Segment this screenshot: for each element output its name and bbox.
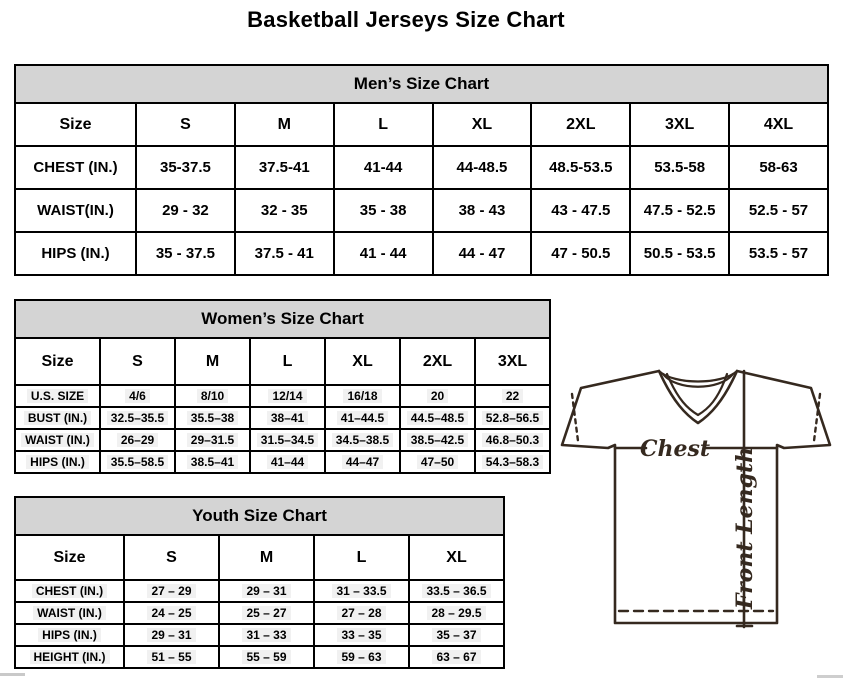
cell-value-text: 32 - 35 xyxy=(260,202,308,219)
cell-value-text: 47–50 xyxy=(417,455,458,469)
table-title-text: Women’s Size Chart xyxy=(201,309,364,328)
cell-value xyxy=(250,407,325,429)
row-label-text: WAIST(IN.) xyxy=(37,202,114,219)
cell-value-text: 59 – 63 xyxy=(337,650,385,664)
cell-value xyxy=(219,646,314,668)
column-header xyxy=(136,103,235,146)
cell-value xyxy=(409,624,504,646)
cell-value xyxy=(475,429,550,451)
cell-value xyxy=(325,451,400,473)
cell-value-text: 63 – 67 xyxy=(432,650,480,664)
table-row xyxy=(15,624,504,646)
cell-value xyxy=(175,429,250,451)
table-row xyxy=(15,429,550,451)
cell-value xyxy=(175,451,250,473)
row-label-text: HIPS (IN.) xyxy=(41,245,110,262)
page-title: Basketball Jerseys Size Chart xyxy=(247,7,565,32)
cell-value-text: 28 – 29.5 xyxy=(427,606,485,620)
row-label-text: WAIST (IN.) xyxy=(21,433,94,447)
cell-value-text: 31 – 33.5 xyxy=(332,584,390,598)
size-header-row xyxy=(15,535,504,580)
youth-size-table xyxy=(14,496,505,669)
cell-value-text: 38.5–41 xyxy=(187,455,238,469)
cell-value xyxy=(235,189,334,232)
column-header xyxy=(175,338,250,385)
cell-value-text: 53.5 - 57 xyxy=(748,245,809,262)
cell-value-text: 41 - 44 xyxy=(359,245,407,262)
table-row xyxy=(15,232,828,275)
size-label xyxy=(15,535,124,580)
cell-value xyxy=(314,646,409,668)
bottom-right-artifact xyxy=(817,675,843,678)
table-row xyxy=(15,451,550,473)
chest-label: Chest xyxy=(639,436,711,462)
cell-value xyxy=(136,232,235,275)
cell-value-text: 38–41 xyxy=(267,411,308,425)
cell-value xyxy=(325,385,400,407)
column-header xyxy=(100,338,175,385)
cell-value-text: 35 – 37 xyxy=(432,628,480,642)
column-header-text: XL xyxy=(446,548,467,566)
table-row xyxy=(15,189,828,232)
column-header xyxy=(531,103,630,146)
cell-value-text: 29 – 31 xyxy=(242,584,290,598)
cell-value xyxy=(100,451,175,473)
cell-value xyxy=(334,189,433,232)
cell-value xyxy=(235,232,334,275)
cell-value xyxy=(175,407,250,429)
column-header xyxy=(219,535,314,580)
size-header-row xyxy=(15,103,828,146)
column-header-text: XL xyxy=(352,352,373,370)
cell-value xyxy=(325,407,400,429)
cell-value xyxy=(334,146,433,189)
row-label-text: CHEST (IN.) xyxy=(33,159,118,176)
jersey-outline xyxy=(562,371,830,623)
cell-value-text: 52.8–56.5 xyxy=(482,411,543,425)
cell-value xyxy=(433,189,532,232)
cell-value-text: 48.5-53.5 xyxy=(549,159,613,176)
column-header-text: S xyxy=(180,115,191,133)
cell-value xyxy=(729,232,828,275)
cell-value-text: 58-63 xyxy=(759,159,798,176)
cell-value xyxy=(100,429,175,451)
cell-value-text: 32.5–35.5 xyxy=(107,411,168,425)
cell-value xyxy=(630,146,729,189)
cell-value xyxy=(334,232,433,275)
column-header xyxy=(729,103,828,146)
size-label-text: Size xyxy=(41,352,74,370)
size-label xyxy=(15,338,100,385)
cell-value xyxy=(314,624,409,646)
cell-value-text: 25 – 27 xyxy=(242,606,290,620)
table-row xyxy=(15,407,550,429)
row-label xyxy=(15,429,100,451)
cell-value-text: 38 - 43 xyxy=(458,202,506,219)
column-header xyxy=(235,103,334,146)
table-row xyxy=(15,146,828,189)
size-label-text: Size xyxy=(53,548,86,566)
column-header xyxy=(124,535,219,580)
column-header-text: M xyxy=(277,115,291,133)
cell-value xyxy=(409,580,504,602)
cell-value xyxy=(400,429,475,451)
cell-value-text: 51 – 55 xyxy=(147,650,195,664)
cell-value-text: 22 xyxy=(502,389,523,403)
cell-value-text: 53.5-58 xyxy=(654,159,706,176)
cell-value xyxy=(409,646,504,668)
cell-value-text: 37.5 - 41 xyxy=(254,245,314,262)
cell-value-text: 24 – 25 xyxy=(147,606,195,620)
table-title-row xyxy=(15,65,828,103)
column-header-text: S xyxy=(132,352,143,370)
column-header-text: S xyxy=(166,548,177,566)
cell-value xyxy=(136,146,235,189)
table-title-text: Men’s Size Chart xyxy=(353,74,490,93)
cell-value-text: 35.5–58.5 xyxy=(107,455,168,469)
column-header xyxy=(630,103,729,146)
cell-value xyxy=(475,451,550,473)
cell-value-text: 47.5 - 52.5 xyxy=(643,202,716,219)
cell-value xyxy=(630,189,729,232)
cell-value xyxy=(400,407,475,429)
column-header xyxy=(409,535,504,580)
column-header-text: 2XL xyxy=(422,352,453,370)
row-label-text: BUST (IN.) xyxy=(24,411,91,425)
cell-value-text: 31 – 33 xyxy=(242,628,290,642)
row-label-text: CHEST (IN.) xyxy=(32,584,107,598)
cell-value xyxy=(475,407,550,429)
row-label xyxy=(15,602,124,624)
cell-value-text: 34.5–38.5 xyxy=(332,433,393,447)
front-length-label: Front Length xyxy=(732,446,758,610)
cell-value xyxy=(100,385,175,407)
cell-value xyxy=(729,189,828,232)
table-title-row xyxy=(15,497,504,535)
cell-value xyxy=(124,602,219,624)
row-label-text: HIPS (IN.) xyxy=(38,628,101,642)
cell-value-text: 27 – 29 xyxy=(147,584,195,598)
table-row xyxy=(15,646,504,668)
column-header-text: 2XL xyxy=(566,115,596,133)
cell-value xyxy=(409,602,504,624)
cell-value xyxy=(314,580,409,602)
column-header-text: L xyxy=(356,548,367,566)
cell-value xyxy=(325,429,400,451)
table-row xyxy=(15,385,550,407)
table-title-row xyxy=(15,300,550,338)
table-title xyxy=(15,300,550,338)
cell-value-text: 50.5 - 53.5 xyxy=(643,245,716,262)
cell-value-text: 41-44 xyxy=(363,159,403,176)
cell-value xyxy=(729,146,828,189)
column-header-text: 4XL xyxy=(763,115,794,133)
cell-value xyxy=(235,146,334,189)
cell-value-text: 44 - 47 xyxy=(458,245,506,262)
cell-value xyxy=(250,451,325,473)
jersey-measurement-diagram xyxy=(556,360,836,662)
table-title xyxy=(15,65,828,103)
row-label xyxy=(15,624,124,646)
column-header xyxy=(325,338,400,385)
cell-value xyxy=(219,624,314,646)
cell-value-text: 46.8–50.3 xyxy=(482,433,543,447)
cell-value xyxy=(531,146,630,189)
column-header xyxy=(475,338,550,385)
row-label xyxy=(15,232,136,275)
cell-value-text: 27 – 28 xyxy=(337,606,385,620)
cell-value xyxy=(124,624,219,646)
cell-value xyxy=(475,385,550,407)
cell-value xyxy=(433,232,532,275)
cell-value-text: 37.5-41 xyxy=(258,159,310,176)
cell-value xyxy=(124,646,219,668)
cell-value xyxy=(314,602,409,624)
cell-value-text: 43 - 47.5 xyxy=(551,202,611,219)
row-label xyxy=(15,189,136,232)
column-header-text: XL xyxy=(471,115,493,133)
column-header-text: 3XL xyxy=(664,115,695,133)
womens-size-table xyxy=(14,299,551,474)
cell-value xyxy=(531,232,630,275)
column-header xyxy=(400,338,475,385)
column-header xyxy=(334,103,433,146)
cell-value-text: 4/6 xyxy=(125,389,150,403)
column-header-text: M xyxy=(259,548,274,566)
cell-value-text: 20 xyxy=(427,389,448,403)
cell-value xyxy=(531,189,630,232)
cell-value-text: 29 – 31 xyxy=(147,628,195,642)
cell-value xyxy=(433,146,532,189)
row-label-text: HEIGHT (IN.) xyxy=(30,650,110,664)
cell-value-text: 29 - 32 xyxy=(162,202,209,219)
column-header-text: L xyxy=(378,115,388,133)
cell-value-text: 38.5–42.5 xyxy=(407,433,468,447)
mens-size-table xyxy=(14,64,829,276)
row-label-text: WAIST (IN.) xyxy=(33,606,106,620)
cell-value-text: 12/14 xyxy=(268,389,306,403)
cell-value-text: 54.3–58.3 xyxy=(482,455,543,469)
cell-value xyxy=(400,385,475,407)
cell-value xyxy=(100,407,175,429)
row-label-text: U.S. SIZE xyxy=(27,389,88,403)
cell-value xyxy=(250,429,325,451)
cell-value xyxy=(219,580,314,602)
cell-value-text: 35 - 38 xyxy=(359,202,407,219)
column-header xyxy=(250,338,325,385)
cell-value-text: 26–29 xyxy=(117,433,158,447)
row-label xyxy=(15,451,100,473)
column-header-text: L xyxy=(282,352,293,370)
cell-value-text: 52.5 - 57 xyxy=(748,202,809,219)
column-header xyxy=(314,535,409,580)
row-label xyxy=(15,407,100,429)
row-label xyxy=(15,146,136,189)
cell-value-text: 16/18 xyxy=(343,389,381,403)
cell-value xyxy=(136,189,235,232)
cell-value-text: 31.5–34.5 xyxy=(257,433,318,447)
size-header-row xyxy=(15,338,550,385)
cell-value xyxy=(175,385,250,407)
table-row xyxy=(15,580,504,602)
cell-value-text: 41–44.5 xyxy=(337,411,388,425)
cell-value-text: 35 - 37.5 xyxy=(155,245,216,262)
table-title-text: Youth Size Chart xyxy=(192,506,327,525)
size-label xyxy=(15,103,136,146)
column-header-text: 3XL xyxy=(497,352,528,370)
cell-value-text: 35-37.5 xyxy=(159,159,211,176)
cell-value-text: 8/10 xyxy=(197,389,228,403)
cell-value-text: 47 - 50.5 xyxy=(551,245,611,262)
cell-value-text: 33 – 35 xyxy=(337,628,385,642)
cell-value-text: 44.5–48.5 xyxy=(407,411,468,425)
cell-value-text: 44-48.5 xyxy=(456,159,508,176)
size-label-text: Size xyxy=(59,115,92,133)
row-label xyxy=(15,385,100,407)
cell-value xyxy=(630,232,729,275)
cell-value-text: 35.5–38 xyxy=(187,411,238,425)
cell-value xyxy=(400,451,475,473)
column-header-text: M xyxy=(205,352,220,370)
cell-value-text: 55 – 59 xyxy=(242,650,290,664)
cell-value-text: 33.5 – 36.5 xyxy=(422,584,490,598)
row-label xyxy=(15,580,124,602)
row-label-text: HIPS (IN.) xyxy=(26,455,89,469)
bottom-left-artifact xyxy=(0,673,25,676)
cell-value xyxy=(124,580,219,602)
cell-value-text: 44–47 xyxy=(342,455,383,469)
table-title xyxy=(15,497,504,535)
table-row xyxy=(15,602,504,624)
column-header xyxy=(433,103,532,146)
cell-value xyxy=(219,602,314,624)
cell-value-text: 29–31.5 xyxy=(187,433,238,447)
cell-value xyxy=(250,385,325,407)
cell-value-text: 41–44 xyxy=(267,455,308,469)
row-label xyxy=(15,646,124,668)
